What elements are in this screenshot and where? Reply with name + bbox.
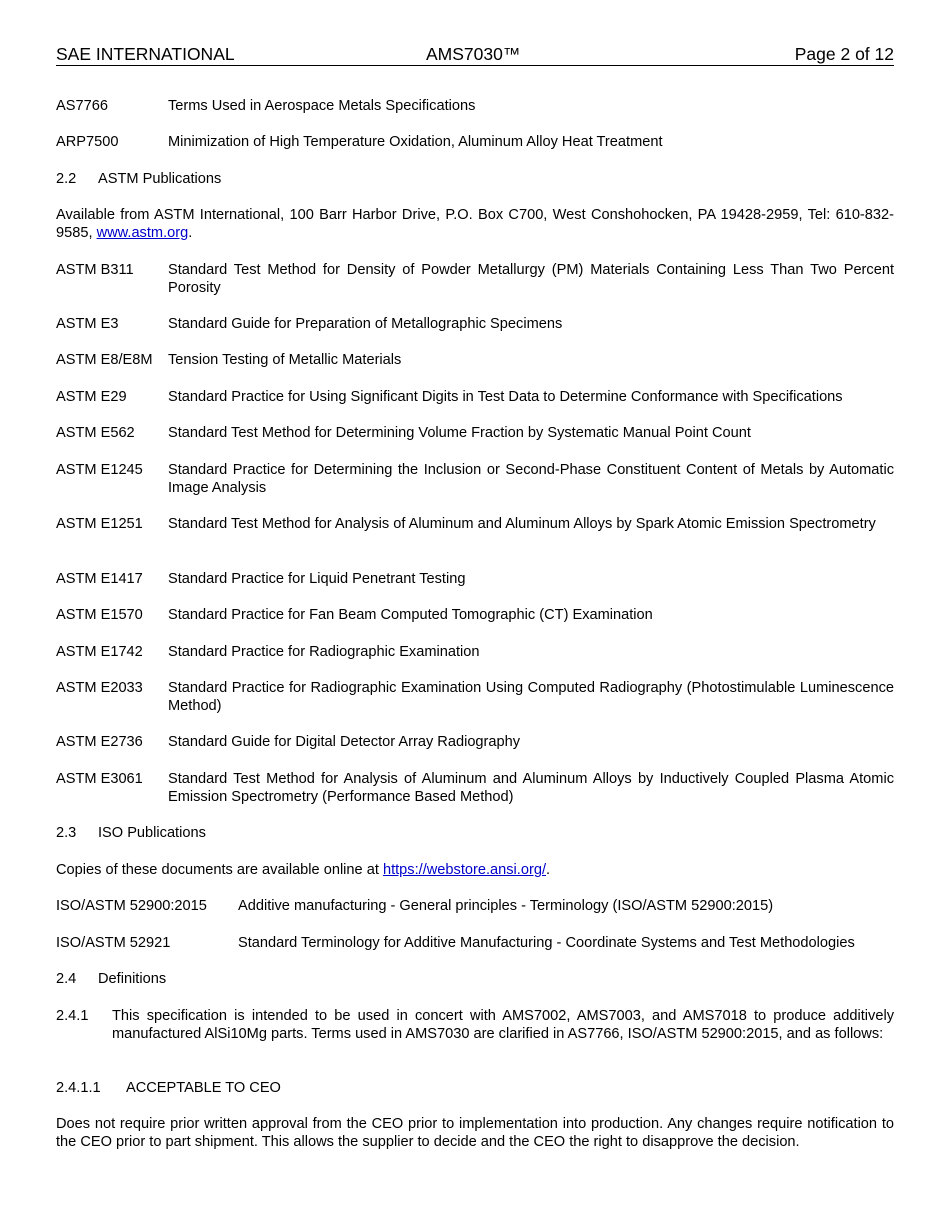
punctuation: .	[546, 862, 551, 878]
reference-title: Standard Practice for Liquid Penetrant Testing	[168, 571, 466, 587]
reference-code: ASTM E1742	[56, 644, 143, 660]
reference-code: ASTM E1417	[56, 571, 143, 587]
reference-entry	[56, 570, 894, 588]
reference-entry	[56, 461, 894, 497]
reference-code: ISO/ASTM 52921	[56, 935, 171, 951]
reference-title: Standard Test Method for Analysis of Aluminum and Aluminum Alloys by Inductively Coupled Plasma Atomic Emission Spectrometry (Performance Based Method)	[168, 771, 894, 805]
reference-code: ASTM E3	[56, 316, 119, 332]
reference-title: Terms Used in Aerospace Metals Specifications	[168, 98, 476, 114]
reference-title: Tension Testing of Metallic Materials	[168, 352, 402, 368]
reference-code: ARP7500	[56, 134, 119, 150]
header-doc-number: AMS7030™	[426, 44, 521, 64]
reference-code: ASTM E1245	[56, 462, 143, 478]
reference-title: Standard Guide for Preparation of Metallographic Specimens	[168, 316, 563, 332]
reference-code: ISO/ASTM 52900:2015	[56, 898, 207, 914]
iso-availability-paragraph	[56, 861, 894, 879]
reference-entry	[56, 733, 894, 751]
section-text: This specification is intended to be used in concert with AMS7002, AMS7003, and AMS7018 to produce additively manufactured AlSi10Mg parts. Terms used in AMS7030 are clarified in AS7766, ISO/ASTM 52900:2015, and as follows:	[112, 1008, 894, 1042]
section-title: ISO Publications	[98, 825, 206, 841]
reference-entry	[56, 388, 894, 406]
reference-entry	[56, 934, 894, 952]
reference-title: Standard Test Method for Density of Powder Metallurgy (PM) Materials Containing Less Than Two Percent Porosity	[168, 262, 894, 296]
astm-availability-text: Available from ASTM International, 100 Barr Harbor Drive, P.O. Box C700, West Conshohocken, PA 19428-2959, Tel: 610-832-9585,	[56, 207, 894, 241]
page-header	[56, 44, 894, 66]
section-title: ASTM Publications	[98, 171, 222, 187]
reference-code: ASTM E562	[56, 425, 135, 441]
reference-code: ASTM E1251	[56, 516, 143, 532]
reference-title: Standard Practice for Using Significant Digits in Test Data to Determine Conformance with Specifications	[168, 389, 843, 405]
section-heading-2-3	[56, 824, 894, 842]
reference-title: Standard Practice for Determining the Inclusion or Second-Phase Constituent Content of Metals by Automatic Image Analysis	[168, 462, 894, 496]
acceptable-to-ceo-paragraph: Does not require prior written approval from the CEO prior to implementation into production. Any changes require notification to the CEO prior to part shipment. This allows the supplier to decide and the CEO the right to disapprove the decision.	[56, 1116, 894, 1150]
reference-entry	[56, 351, 894, 369]
header-org: SAE INTERNATIONAL	[56, 44, 235, 64]
reference-title: Standard Practice for Radiographic Examination	[168, 644, 480, 660]
reference-entry	[56, 515, 894, 533]
reference-title: Standard Practice for Radiographic Examination Using Computed Radiography (Photostimulable Luminescence Method)	[168, 680, 894, 714]
reference-title: Standard Test Method for Determining Volume Fraction by Systematic Manual Point Count	[168, 425, 751, 441]
reference-code: ASTM B311	[56, 262, 134, 278]
reference-code: ASTM E8/E8M	[56, 352, 153, 368]
reference-title: Minimization of High Temperature Oxidation, Aluminum Alloy Heat Treatment	[168, 134, 663, 150]
astm-website-link[interactable]: www.astm.org	[96, 225, 189, 241]
reference-entry	[56, 261, 894, 297]
reference-entry	[56, 679, 894, 715]
section-number: 2.4	[56, 971, 77, 987]
reference-entry	[56, 770, 894, 806]
section-heading-2-4	[56, 970, 894, 988]
reference-title: Standard Test Method for Analysis of Aluminum and Aluminum Alloys by Spark Atomic Emission Spectrometry	[168, 516, 876, 532]
reference-entry	[56, 606, 894, 624]
section-2-4-1	[56, 1007, 894, 1043]
reference-entry	[56, 424, 894, 442]
section-number: 2.4.1	[56, 1008, 89, 1024]
section-heading-2-4-1-1	[56, 1079, 894, 1097]
astm-availability-paragraph	[56, 206, 894, 242]
punctuation: .	[188, 225, 193, 241]
iso-availability-text: Copies of these documents are available online at	[56, 862, 383, 878]
reference-title: Standard Guide for Digital Detector Array Radiography	[168, 734, 521, 750]
reference-code: ASTM E2033	[56, 680, 143, 696]
section-number: 2.4.1.1	[56, 1080, 101, 1096]
reference-code: ASTM E29	[56, 389, 127, 405]
header-page-number: Page 2 of 12	[794, 44, 894, 64]
reference-code: ASTM E2736	[56, 734, 143, 750]
ansi-webstore-link[interactable]: https://webstore.ansi.org/	[382, 862, 546, 878]
section-title: ACCEPTABLE TO CEO	[126, 1080, 281, 1096]
section-number: 2.2	[56, 171, 77, 187]
reference-entry	[56, 315, 894, 333]
reference-entry	[56, 97, 894, 115]
reference-code: ASTM E3061	[56, 771, 143, 787]
reference-title: Standard Practice for Fan Beam Computed Tomographic (CT) Examination	[168, 607, 653, 623]
reference-entry	[56, 897, 894, 915]
section-heading-2-2	[56, 170, 894, 188]
reference-title: Standard Terminology for Additive Manufacturing - Coordinate Systems and Test Methodologies	[238, 935, 855, 951]
reference-code: ASTM E1570	[56, 607, 143, 623]
section-title: Definitions	[98, 971, 167, 987]
section-number: 2.3	[56, 825, 77, 841]
reference-entry	[56, 133, 894, 151]
reference-code: AS7766	[56, 98, 108, 114]
reference-entry	[56, 643, 894, 661]
reference-title: Additive manufacturing - General principles - Terminology (ISO/ASTM 52900:2015)	[238, 898, 774, 914]
